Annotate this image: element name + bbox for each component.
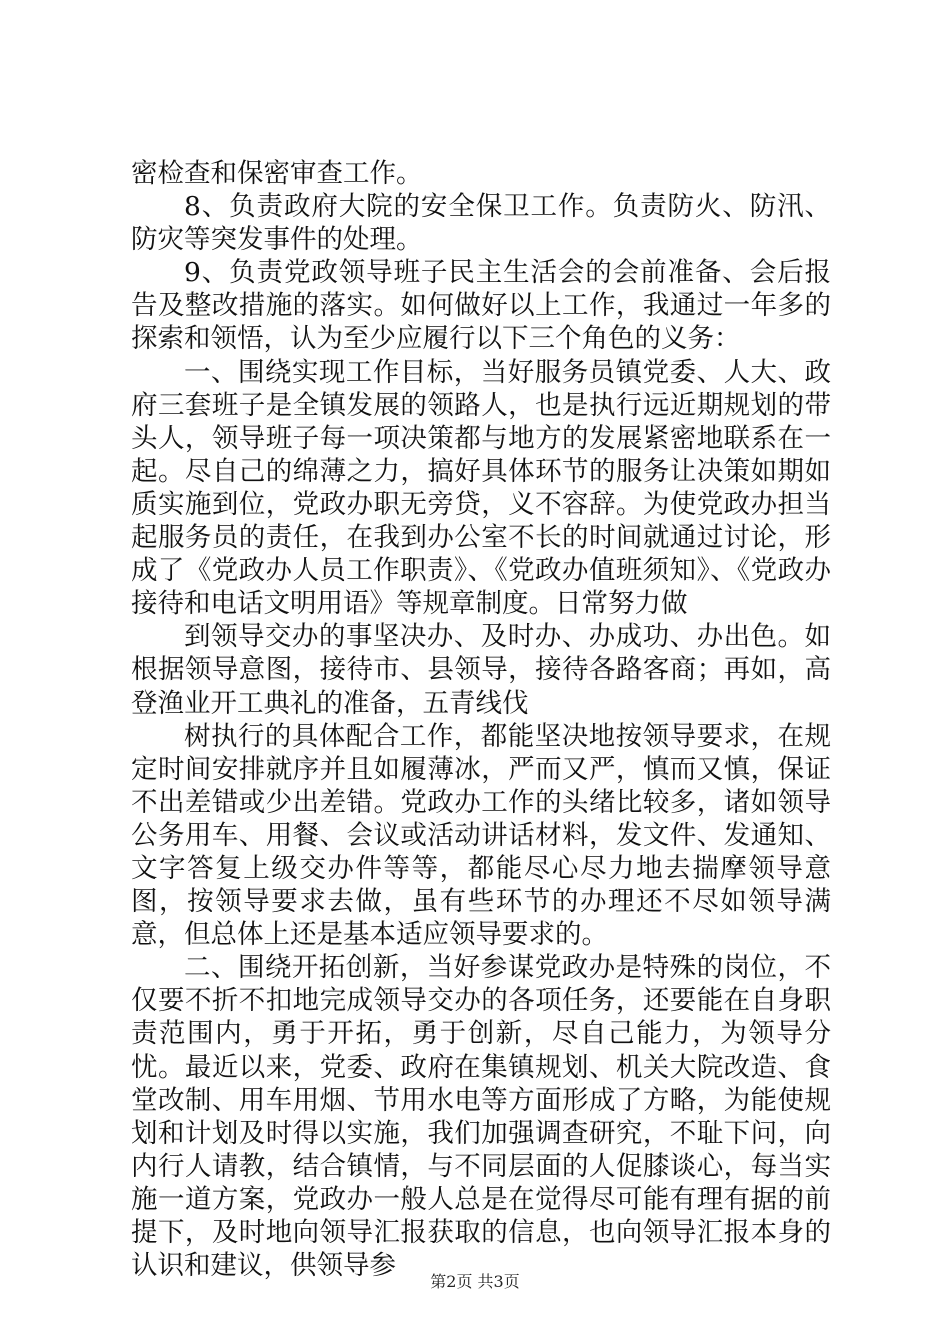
paragraph-section-1: 一、围绕实现工作目标，当好服务员镇党委、人大、政府三套班子是全镇发展的领路人，也是执行远近期规划的带头人，领导班子每一项决策都与地方的发展紧密地联系在一起。尽自己的绵薄之力，搞好具体环节的服务让决策如期如质实施到位，党政办职无旁贷，义不容辞。为使党政办担当起服务员的责任，在我到办公室不长的时间就通过讨论，形成了《党政办人员工作职责》、《党政办值班须知》、《党政办接待和电话文明用语》等规章制度。日常努力做 [131,356,831,620]
paragraph-section-1-cont-b: 树执行的具体配合工作，都能坚决地按领导要求，在规定时间安排就序并且如履薄冰，严而又严，慎而又慎，保证不出差错或少出差错。党政办工作的头绪比较多，诸如领导公务用车、用餐、会议或活动讲话材料，发文件、发通知、文字答复上级交办件等等，都能尽心尽力地去揣摩领导意图，按领导要求去做，虽有些环节的办理还不尽如领导满意，但总体上还是基本适应领导要求的。 [131,720,831,951]
paragraph-section-1-cont-a: 到领导交办的事坚决办、及时办、办成功、办出色。如根据领导意图，接待市、县领导，接待各路客商；再如，高登渔业开工典礼的准备，五青线伐 [131,621,831,719]
paragraph-item-9: 9、负责党政领导班子民主生活会的会前准备、会后报告及整改措施的落实。如何做好以上工作，我通过一年多的探索和领悟，认为至少应履行以下三个角色的义务： [131,257,831,355]
page-number-footer: 第2页 共3页 [430,1272,520,1291]
paragraph-continuation: 密检查和保密审查工作。 [131,158,423,189]
document-body [131,157,831,1282]
paragraph-item-8: 8、负责政府大院的安全保卫工作。负责防火、防汛、防灾等突发事件的处理。 [131,191,831,256]
paragraph-section-2: 二、围绕开拓创新，当好参谋党政办是特殊的岗位，不仅要不折不扣地完成领导交办的各项任务，还要能在自身职责范围内，勇于开拓，勇于创新，尽自己能力，为领导分忧。最近以来，党委、政府在集镇规划、机关大院改造、食堂改制、用车用烟、节用水电等方面形成了方略，为能使规划和计划及时得以实施，我们加强调查研究，不耻下问，向内行人请教，结合镇情，与不同层面的人促膝谈心，每当实施一道方案，党政办一般人总是在觉得尽可能有理有据的前提下，及时地向领导汇报获取的信息，也向领导汇报本身的认识和建议，供领导参 [131,952,831,1282]
